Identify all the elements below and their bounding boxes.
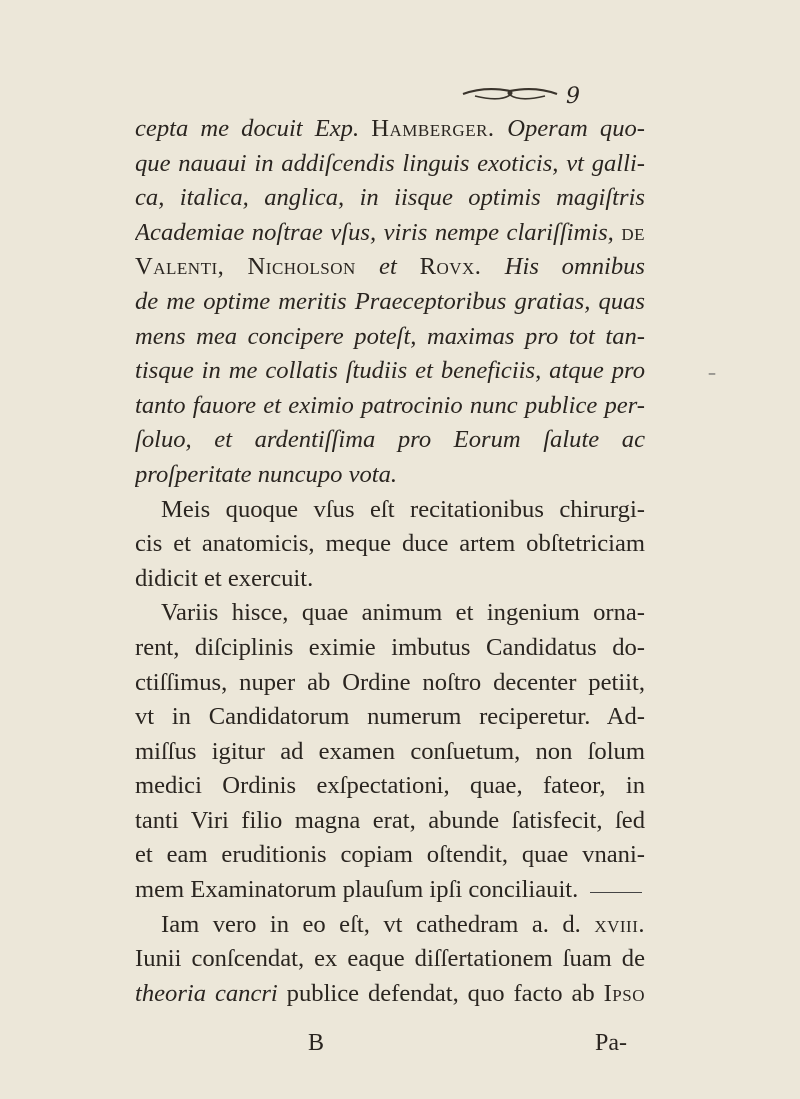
text-line <box>135 596 645 631</box>
text-line <box>135 250 645 285</box>
text-line <box>135 527 645 562</box>
text-segment: Iunii conſcendat, ex eaque diſſertationem ſuam de <box>135 945 645 973</box>
text-line <box>135 666 645 701</box>
text-line <box>135 493 645 528</box>
signature-mark: B <box>308 1030 325 1056</box>
text-segment: que nauaui in addiſcendis linguis exoticis, vt galli- <box>135 149 645 177</box>
text-segment: proſperitate nuncupo vota. <box>135 460 398 488</box>
text-line <box>135 838 645 873</box>
text-segment: tisque in me collatis ſtudiis et beneficiis, atque pro <box>135 357 645 385</box>
text-line <box>135 354 645 389</box>
text-line <box>135 285 645 320</box>
text-segment: Hamberger. <box>371 115 508 142</box>
text-segment: Rovx. <box>419 253 505 281</box>
text-segment: Operam quo- <box>507 115 645 142</box>
text-segment: cis et anatomicis, meque duce artem obſtetriciam <box>135 530 645 558</box>
text-segment: et eam eruditionis copiam oſtendit, quae vnani- <box>135 841 645 869</box>
small-rule <box>590 892 642 893</box>
text-segment: ctiſſimus, nuper ab Ordine noſtro decenter petiit, <box>135 668 645 696</box>
text-segment: didicit et exercuit. <box>135 564 314 592</box>
text-segment: de <box>621 218 645 246</box>
text-segment: Ipso <box>603 979 645 1007</box>
text-line <box>135 562 645 597</box>
text-line <box>135 423 645 458</box>
text-segment: Iam vero in eo eſt, vt cathedram a. d. <box>161 910 595 938</box>
text-segment: publice defendat, quo facto ab <box>286 979 604 1007</box>
text-segment: ca, italica, anglica, in iisque optimis magiſtris <box>135 184 645 212</box>
text-segment: xviii. <box>594 910 645 938</box>
text-segment: mens mea concipere poteſt, maximas pro tot tan- <box>135 322 645 350</box>
text-line <box>135 769 645 804</box>
text-segment: Variis hisce, quae animum et ingenium orna- <box>161 599 645 627</box>
text-segment: de me optime meritis Praeceptoribus gratias, quas <box>135 287 645 315</box>
text-line <box>135 700 645 735</box>
text-segment: ſoluo, et ardentiſſima pro Eorum ſalute ac <box>135 426 645 454</box>
text-line <box>135 735 645 770</box>
text-segment: theoria cancri <box>135 979 287 1007</box>
text-line <box>135 873 645 908</box>
page-number: 9 <box>566 84 580 109</box>
headpiece-ornament-icon <box>455 82 565 104</box>
text-line <box>135 458 645 493</box>
text-line <box>135 804 645 839</box>
body-text <box>135 112 645 1011</box>
margin-mark: – <box>708 363 716 382</box>
text-segment: tanto fauore et eximio patrocinio nunc publice per- <box>135 391 645 419</box>
text-segment: cepta me docuit Exp. <box>135 115 372 142</box>
text-line <box>135 977 645 1012</box>
text-segment: His omnibus <box>504 253 645 281</box>
text-segment: mem Examinatorum plauſum ipſi conciliauit. <box>135 876 579 904</box>
text-segment: Valenti, Nicholson <box>135 253 380 281</box>
text-segment: Academiae noſtrae vſus, viris nempe clariſſimis, <box>135 218 622 246</box>
text-line <box>135 631 645 666</box>
text-line <box>135 181 645 216</box>
text-segment: rent, diſciplinis eximie imbutus Candidatus do- <box>135 633 645 661</box>
text-segment: et <box>379 253 420 281</box>
text-line <box>135 112 645 147</box>
text-segment: tanti Viri filio magna erat, abunde ſatisfecit, ſed <box>135 806 645 834</box>
text-line <box>135 147 645 182</box>
text-line <box>135 942 645 977</box>
text-line <box>135 320 645 355</box>
text-segment: vt in Candidatorum numerum reciperetur. Ad- <box>135 703 645 731</box>
text-line <box>135 216 645 251</box>
text-line <box>135 389 645 424</box>
text-segment: Meis quoque vſus eſt recitationibus chirurgi- <box>161 495 645 523</box>
catchword: Pa- <box>595 1030 627 1056</box>
text-segment: miſſus igitur ad examen conſuetum, non ſolum <box>135 737 645 765</box>
text-segment: medici Ordinis exſpectationi, quae, fateor, in <box>135 772 645 800</box>
text-line <box>135 908 645 943</box>
